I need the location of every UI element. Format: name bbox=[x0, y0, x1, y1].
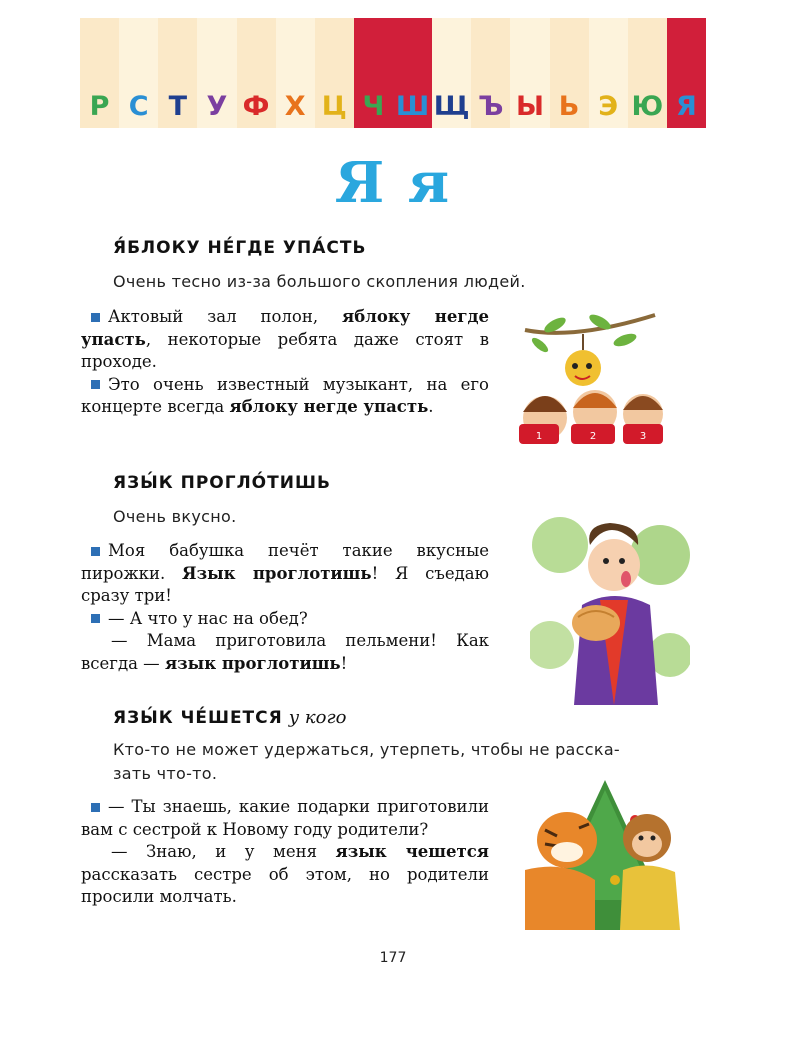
idiom-examples-2 bbox=[81, 540, 489, 675]
idiom-examples-1 bbox=[81, 306, 489, 419]
idiom-examples-3 bbox=[81, 796, 489, 909]
idiom-definition-2: Очень вкусно. bbox=[113, 507, 237, 526]
idiom-definition-1: Очень тесно из-за большого скопления людей. bbox=[113, 272, 526, 291]
alphabet-cell bbox=[80, 18, 119, 128]
alphabet-cell bbox=[276, 18, 315, 128]
alphabet-letter: Ъ bbox=[478, 91, 504, 122]
alphabet-letter: Я bbox=[676, 91, 697, 122]
alphabet-cell bbox=[550, 18, 589, 128]
bullet-icon bbox=[91, 313, 100, 322]
alphabet-cell bbox=[628, 18, 667, 128]
boy-eating-pie-illustration bbox=[530, 505, 690, 715]
idiom-governance: у кого bbox=[288, 707, 347, 728]
example-paragraph: Это очень известный музыкант, на его концерте всегда яблоку негде упасть. bbox=[81, 374, 489, 416]
alphabet-cell bbox=[119, 18, 158, 128]
idiom-heading-3: ЯЗЫ́К ЧЕ́ШЕТСЯ у кого bbox=[113, 707, 347, 728]
dialog-line: — Ты знаешь, какие подарки приготовили вам с сестрой к Новому году родители? bbox=[81, 797, 489, 839]
alphabet-letter: Ы bbox=[515, 91, 544, 122]
alphabet-cell bbox=[158, 18, 197, 128]
bullet-icon bbox=[91, 803, 100, 812]
page-number: 177 bbox=[379, 950, 407, 966]
alphabet-letter: Р bbox=[89, 91, 110, 122]
alphabet-letter: У bbox=[206, 91, 228, 122]
idiom-heading-2: ЯЗЫ́К ПРОГЛО́ТИШЬ bbox=[113, 473, 331, 493]
alphabet-cell bbox=[315, 18, 354, 128]
apple-crowd-illustration bbox=[515, 300, 665, 445]
alphabet-cell bbox=[471, 18, 510, 128]
seat-number: 3 bbox=[639, 431, 647, 442]
alphabet-cell bbox=[354, 18, 393, 128]
alphabet-cell bbox=[589, 18, 628, 128]
dialog-line: — Мама приготовила пельмени! Как всегда — язык проглотишь! bbox=[81, 631, 489, 673]
tiger-monkey-illustration bbox=[515, 780, 695, 930]
example-paragraph: Актовый зал полон, яблоку негде упасть, некоторые ребята даже стоят в проходе. bbox=[81, 307, 489, 371]
example-paragraph: Моя бабушка печёт такие вкусные пирожки. Язык проглотишь! Я съедаю сразу три! bbox=[81, 541, 489, 605]
seat-number: 1 bbox=[535, 431, 543, 442]
alphabet-cell bbox=[197, 18, 236, 128]
alphabet-letter: Ц bbox=[321, 91, 347, 122]
alphabet-letter: Э bbox=[598, 91, 619, 122]
idiom-definition-3: Кто-то не может удержаться, утерпеть, чтобы не расска- bbox=[113, 740, 620, 759]
alphabet-cell bbox=[667, 18, 706, 128]
alphabet-cell bbox=[393, 18, 432, 128]
alphabet-letter: Ю bbox=[631, 91, 664, 122]
idiom-heading-1: Я́БЛОКУ НЕ́ГДЕ УПА́СТЬ bbox=[113, 238, 367, 258]
alphabet-letter: Х bbox=[284, 91, 306, 122]
dialog-line: — Знаю, и у меня язык чешется рассказать сестре об этом, но родители просили молчать. bbox=[81, 842, 489, 906]
alphabet-letter: С bbox=[128, 91, 149, 122]
alphabet-letter: Щ bbox=[433, 91, 470, 122]
bullet-icon bbox=[91, 547, 100, 556]
alphabet-cell bbox=[237, 18, 276, 128]
idiom-definition-3-cont: зать что-то. bbox=[113, 764, 218, 783]
letter-title: Я я bbox=[334, 150, 452, 216]
alphabet-letter: Ч bbox=[362, 91, 385, 122]
seat-number: 2 bbox=[589, 431, 597, 442]
alphabet-cell bbox=[510, 18, 549, 128]
dialog-line: — А что у нас на обед? bbox=[81, 608, 489, 631]
alphabet-letter: Т bbox=[168, 91, 188, 122]
alphabet-letter: Ь bbox=[558, 91, 580, 122]
alphabet-letter: Ш bbox=[395, 91, 430, 122]
alphabet-cell bbox=[432, 18, 471, 128]
bullet-icon bbox=[91, 380, 100, 389]
bullet-icon bbox=[91, 614, 100, 623]
alphabet-strip bbox=[80, 18, 706, 128]
alphabet-letter: Ф bbox=[242, 91, 270, 122]
